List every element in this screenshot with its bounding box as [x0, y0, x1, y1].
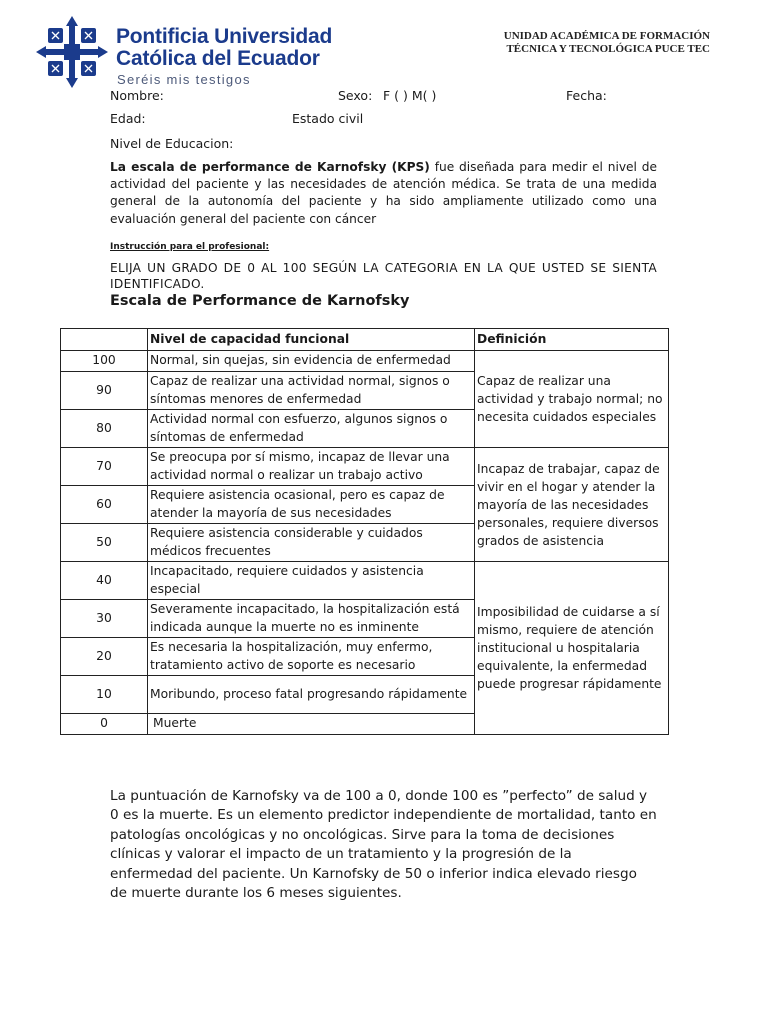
- karnofsky-table: [60, 328, 667, 749]
- level-cell: Se preocupa por sí mismo, incapaz de llevar una actividad normal o realizar un trabajo activo: [148, 448, 475, 486]
- level-cell: Muerte: [148, 714, 475, 735]
- definition-cell: [475, 448, 669, 562]
- definition-text: Capaz de realizar una actividad y trabajo normal; no necesita cuidados especiales: [477, 374, 663, 424]
- university-name: [116, 26, 332, 87]
- header-definition: Definición: [475, 329, 669, 351]
- scale-title: Escala de Performance de Karnofsky: [110, 293, 410, 309]
- field-nombre: Nombre:: [110, 88, 164, 103]
- table-row: [61, 351, 669, 372]
- score-cell: 20: [61, 638, 148, 676]
- page-header: [0, 0, 768, 90]
- score-cell: 90: [61, 372, 148, 410]
- header-score: [61, 329, 148, 351]
- closing-paragraph: La puntuación de Karnofsky va de 100 a 0, donde 100 es ”perfecto” de salud y 0 es la muerte. Es un elemento predictor independiente de mortalidad, tanto en patologías oncológicas y no oncológicas. Sirve para la toma de decisiones clínicas y valorar el impacto de un tratamiento y la progresión de la enfermedad del paciente. Un Karnofsky de 50 o inferior indica elevado riesgo de muerte durante los 6 meses siguientes.: [110, 788, 657, 902]
- field-estado-civil: Estado civil: [292, 111, 364, 126]
- score-cell: 100: [61, 351, 148, 372]
- definition-cell: [475, 562, 669, 735]
- table-header-row: [61, 329, 669, 351]
- field-edad: Edad:: [110, 111, 146, 126]
- level-cell: Actividad normal con esfuerzo, algunos signos o síntomas de enfermedad: [148, 410, 475, 448]
- level-cell: Severamente incapacitado, la hospitalización está indicada aunque la muerte no es inminente: [148, 600, 475, 638]
- intro-rest: fue diseñada para medir el nivel de actividad del paciente y las necesidades de atención médica. Se trata de una medida general de la autonomía del paciente y ha sido ampliamente utilizado como una evaluación general del paciente con cáncer: [110, 160, 657, 226]
- level-cell: Requiere asistencia ocasional, pero es capaz de atender la mayoría de sus necesidades: [148, 486, 475, 524]
- academic-unit: [504, 30, 710, 56]
- score-cell: 0: [61, 714, 148, 735]
- intro-paragraph: [110, 159, 657, 228]
- field-sexo-options: F ( ) M( ): [383, 88, 437, 103]
- header-level: Nivel de capacidad funcional: [148, 329, 475, 351]
- level-cell: Normal, sin quejas, sin evidencia de enfermedad: [148, 351, 475, 372]
- level-cell: Requiere asistencia considerable y cuidados médicos frecuentes: [148, 524, 475, 562]
- definition-cell: [475, 351, 669, 448]
- cross-logo-icon: [34, 14, 110, 90]
- definition-text: Imposibilidad de cuidarse a sí mismo, requiere de atención institucional u hospitalaria equivalente, la enfermedad puede progresar rápidamente: [477, 605, 662, 691]
- definition-text: Incapaz de trabajar, capaz de vivir en el hogar y atender la mayoría de las necesidades personales, requiere diversos grados de asistencia: [477, 461, 660, 548]
- field-sexo: Sexo:: [338, 88, 373, 103]
- instruction-text: ELIJA UN GRADO DE 0 AL 100 SEGÚN LA CATEGORIA EN LA QUE USTED SE SIENTA IDENTIFICADO.: [110, 261, 657, 291]
- level-cell: Incapacitado, requiere cuidados y asistencia especial: [148, 562, 475, 600]
- score-cell: 80: [61, 410, 148, 448]
- level-cell: Capaz de realizar una actividad normal, signos o síntomas menores de enfermedad: [148, 372, 475, 410]
- instruction-label: Instrucción para el profesional:: [110, 242, 270, 252]
- score-cell: 40: [61, 562, 148, 600]
- university-line-2: Católica del Ecuador: [116, 47, 320, 70]
- score-cell: 30: [61, 600, 148, 638]
- table-row: [61, 448, 669, 486]
- score-cell: 70: [61, 448, 148, 486]
- score-cell: 50: [61, 524, 148, 562]
- level-cell: Es necesaria la hospitalización, muy enfermo, tratamiento activo de soporte es necesario: [148, 638, 475, 676]
- level-cell: Moribundo, proceso fatal progresando rápidamente: [148, 676, 475, 714]
- university-line-1: Pontificia Universidad: [116, 25, 333, 48]
- intro-bold: La escala de performance de Karnofsky (KPS): [110, 160, 430, 174]
- field-fecha: Fecha:: [566, 88, 607, 103]
- table-row: [61, 562, 669, 600]
- university-motto: Seréis mis testigos: [117, 72, 251, 87]
- academic-unit-line-1: UNIDAD ACADÉMICA DE FORMACIÓN: [503, 30, 710, 42]
- academic-unit-line-2: TÉCNICA Y TECNOLÓGICA PUCE TEC: [506, 43, 710, 55]
- field-nivel-educacion: Nivel de Educacion:: [110, 136, 234, 151]
- score-cell: 60: [61, 486, 148, 524]
- score-cell: 10: [61, 676, 148, 714]
- karnofsky-grid: [60, 328, 669, 735]
